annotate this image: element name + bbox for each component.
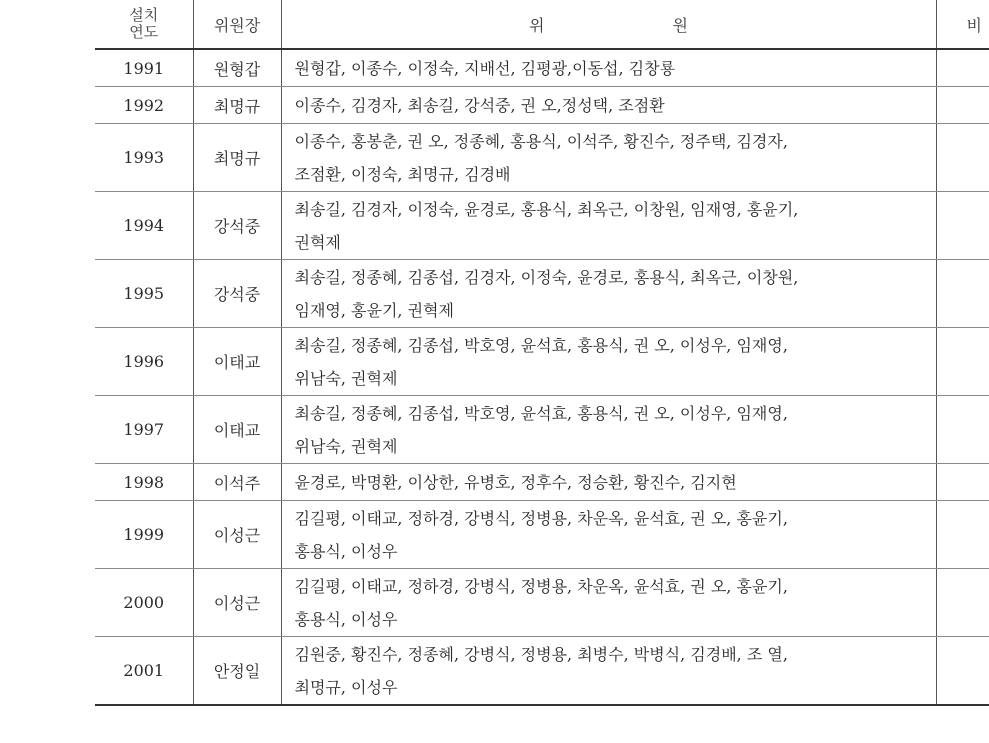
header-chair: 위원장 [193, 0, 281, 49]
year-cell: 1998 [95, 464, 193, 501]
chair-cell: 강석중 [193, 192, 281, 260]
members-cell [281, 569, 936, 637]
year-cell: 1999 [95, 501, 193, 569]
members-cell [281, 637, 936, 706]
note-cell [936, 328, 989, 396]
note-cell [936, 260, 989, 328]
chair-cell: 강석중 [193, 260, 281, 328]
header-year-line1: 설치 [129, 6, 159, 24]
chair-cell: 이성근 [193, 569, 281, 637]
year-cell: 1995 [95, 260, 193, 328]
table-row [95, 328, 989, 396]
header-members-char2: 원 [672, 15, 688, 35]
year-cell: 2001 [95, 637, 193, 706]
members-line1: 최송길, 정종혜, 김종섭, 박호영, 윤석효, 홍용식, 권 오, 이성우, 임재영, [294, 403, 788, 423]
chair-cell: 이성근 [193, 501, 281, 569]
table-row [95, 124, 989, 192]
header-row [95, 0, 989, 49]
chair-cell: 이태교 [193, 396, 281, 464]
members-line2: 위남숙, 권혁제 [294, 368, 398, 388]
year-cell: 1997 [95, 396, 193, 464]
note-cell [936, 87, 989, 124]
members-line1: 김원중, 황진수, 정종혜, 강병식, 정병용, 최병수, 박병식, 김경배, 조 열, [294, 644, 788, 664]
members-line1: 최송길, 정종혜, 김종섭, 박호영, 윤석효, 홍용식, 권 오, 이성우, 임재영, [294, 335, 788, 355]
members-cell [281, 328, 936, 396]
note-cell [936, 569, 989, 637]
table-row [95, 501, 989, 569]
members-line1: 원형갑, 이종수, 이정숙, 지배선, 김평광,이동섭, 김창룡 [294, 58, 676, 78]
members-line2: 조점환, 이정숙, 최명규, 김경배 [294, 164, 511, 184]
members-line1: 김길평, 이태교, 정하경, 강병식, 정병용, 차운옥, 윤석효, 권 오, 홍윤기, [294, 576, 788, 596]
year-cell: 1992 [95, 87, 193, 124]
note-cell [936, 192, 989, 260]
table-row [95, 464, 989, 501]
chair-cell: 최명규 [193, 124, 281, 192]
members-line1: 최송길, 김경자, 이정숙, 윤경로, 홍용식, 최옥근, 이창원, 임재영, 홍윤기, [294, 199, 799, 219]
year-cell: 1994 [95, 192, 193, 260]
members-cell [281, 464, 936, 501]
note-cell [936, 464, 989, 501]
members-cell [281, 260, 936, 328]
members-cell [281, 396, 936, 464]
year-cell: 1996 [95, 328, 193, 396]
members-line1: 이종수, 홍봉춘, 권 오, 정종혜, 홍용식, 이석주, 황진수, 정주택, 김경자, [294, 131, 788, 151]
members-line2: 권혁제 [294, 232, 341, 252]
chair-cell: 원형갑 [193, 49, 281, 87]
year-cell: 1993 [95, 124, 193, 192]
year-cell: 1991 [95, 49, 193, 87]
members-line2: 홍용식, 이성우 [294, 609, 398, 629]
members-cell [281, 124, 936, 192]
members-line1: 이종수, 김경자, 최송길, 강석중, 권 오,정성택, 조점환 [294, 95, 665, 115]
table-row [95, 569, 989, 637]
chair-cell: 이태교 [193, 328, 281, 396]
note-cell [936, 637, 989, 706]
table-row [95, 637, 989, 706]
members-line1: 최송길, 정종혜, 김종섭, 김경자, 이정숙, 윤경로, 홍용식, 최옥근, 이창원, [294, 267, 799, 287]
table-row [95, 49, 989, 87]
members-line2: 홍용식, 이성우 [294, 541, 398, 561]
note-cell [936, 501, 989, 569]
table-row [95, 396, 989, 464]
note-cell [936, 396, 989, 464]
note-cell [936, 124, 989, 192]
members-cell [281, 87, 936, 124]
members-line1: 김길평, 이태교, 정하경, 강병식, 정병용, 차운옥, 윤석효, 권 오, 홍윤기, [294, 508, 788, 528]
committee-table [95, 0, 989, 706]
members-line2: 임재영, 홍윤기, 권혁제 [294, 300, 454, 320]
members-line2: 위남숙, 권혁제 [294, 436, 398, 456]
table-row [95, 260, 989, 328]
header-members [281, 0, 936, 49]
note-cell [936, 49, 989, 87]
members-line2: 최명규, 이성우 [294, 677, 398, 697]
members-cell [281, 49, 936, 87]
table-row [95, 192, 989, 260]
header-year [95, 0, 193, 49]
header-year-line2: 연도 [129, 23, 159, 41]
header-members-char1: 위 [529, 15, 545, 35]
chair-cell: 최명규 [193, 87, 281, 124]
members-cell [281, 192, 936, 260]
chair-cell: 안정일 [193, 637, 281, 706]
chair-cell: 이석주 [193, 464, 281, 501]
members-line1: 윤경로, 박명환, 이상한, 유병호, 정후수, 정승환, 황진수, 김지현 [294, 472, 737, 492]
header-note: 비 [936, 0, 989, 49]
year-cell: 2000 [95, 569, 193, 637]
members-cell [281, 501, 936, 569]
table-row [95, 87, 989, 124]
